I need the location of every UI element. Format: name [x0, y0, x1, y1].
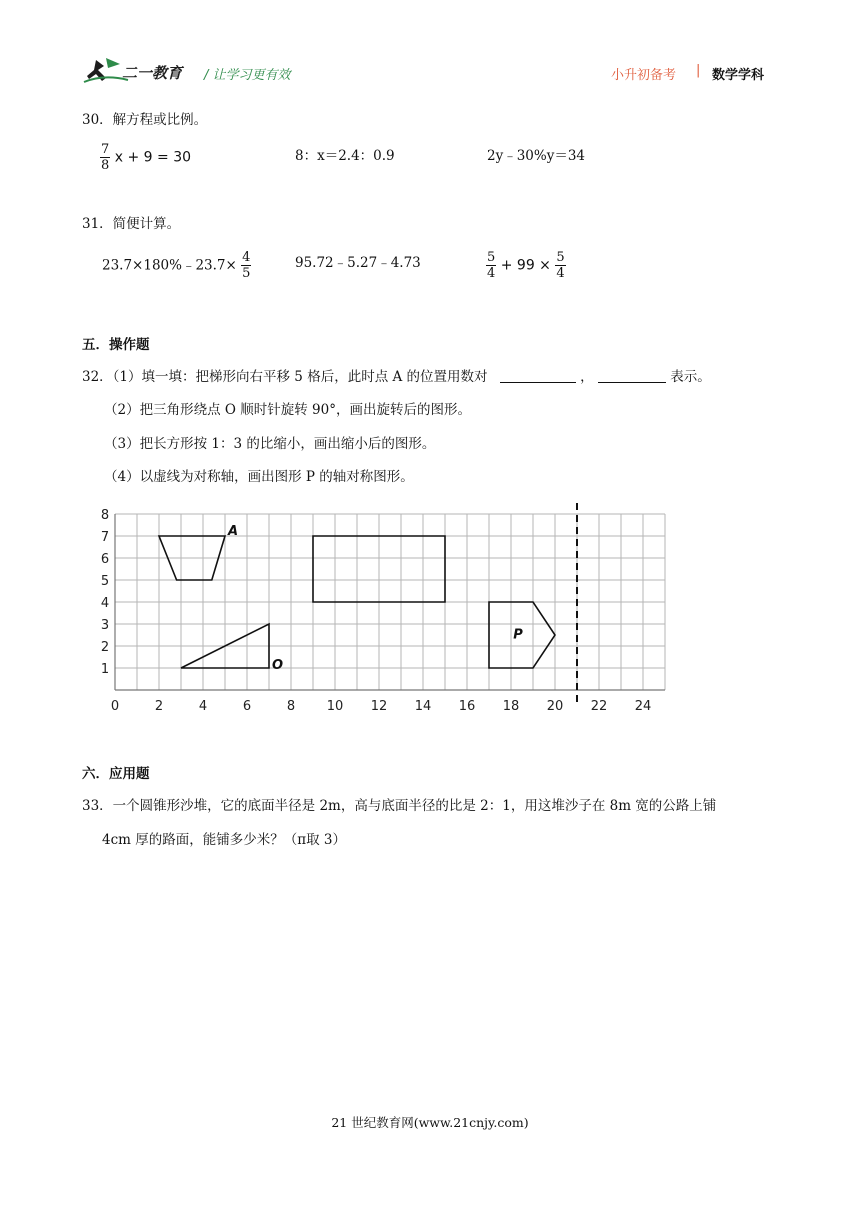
q30-eq1-rest: x + 9 = 30	[114, 149, 192, 166]
q32-part2: （2）把三角形绕点 O 顺时针旋转 90°，画出旋转后的图形。	[104, 402, 471, 418]
y-tick-label: 5	[100, 574, 110, 589]
answer-blank-2[interactable]	[598, 368, 666, 383]
header-divider: |	[696, 63, 701, 78]
q31-expr2: 95.72﹣5.27﹣4.73	[295, 255, 421, 271]
y-tick-label: 2	[100, 640, 110, 655]
answer-blank-1[interactable]	[500, 368, 576, 383]
y-tick-label: 3	[100, 618, 110, 633]
x-tick-label: 20	[546, 699, 564, 714]
q33-line1: 33．一个圆锥形沙堆，它的底面半径是 2m，高与底面半径的比是 2：1，用这堆沙子在 8m 宽的公路上铺	[82, 798, 717, 814]
q31-title: 31．简便计算。	[82, 216, 181, 232]
shape-p-label: P	[513, 627, 523, 643]
x-tick-label: 0	[110, 699, 120, 714]
q32-part3: （3）把长方形按 1：3 的比缩小，画出缩小后的图形。	[104, 436, 436, 452]
header	[82, 56, 782, 90]
q33-line2: 4cm 厚的路面，能铺多少米？（π取 3）	[102, 832, 346, 848]
coordinate-grid	[95, 500, 675, 720]
q31-expr3: $\frac{5}{4}$ + 99 × $\frac{5}{4}$	[487, 250, 565, 281]
x-tick-label: 10	[326, 699, 344, 714]
x-tick-label: 24	[634, 699, 652, 714]
x-tick-label: 12	[370, 699, 388, 714]
fraction: $\frac{5}{4}$	[487, 250, 496, 281]
q32-part1: 32．（1）填一填：把梯形向右平移 5 格后，此时点 A 的位置用数对 ， 表示。	[82, 369, 711, 385]
x-tick-label: 8	[286, 699, 296, 714]
y-tick-label: 8	[100, 508, 110, 523]
point-a-label: A	[228, 524, 239, 539]
q30-title: 30．解方程或比例。	[82, 112, 208, 128]
x-tick-label: 2	[154, 699, 164, 714]
header-category: 小升初备考	[611, 68, 677, 83]
brand-name: 二一教育	[122, 64, 183, 82]
x-axis-labels	[111, 699, 651, 714]
x-tick-label: 4	[198, 699, 208, 714]
y-tick-label: 6	[100, 552, 110, 567]
x-tick-label: 6	[242, 699, 252, 714]
x-tick-label: 16	[458, 699, 476, 714]
x-tick-label: 14	[414, 699, 432, 714]
x-tick-label: 18	[502, 699, 520, 714]
fraction: $\frac{5}{4}$	[556, 250, 565, 281]
brand-slogan: / 让学习更有效	[204, 68, 291, 83]
fraction: $\frac{4}{5}$	[242, 250, 251, 281]
q30-eq2: 8：x＝2.4：0.9	[295, 148, 395, 164]
q32-part4: （4）以虚线为对称轴，画出图形 P 的轴对称图形。	[104, 469, 414, 485]
y-axis-labels	[101, 508, 109, 677]
y-tick-label: 7	[100, 530, 110, 545]
page-footer: 21 世纪教育网(www.21cnjy.com)	[331, 1115, 529, 1130]
point-o-label: O	[272, 658, 284, 673]
y-tick-label: 4	[100, 596, 110, 611]
q30-eq3: 2y﹣30%y＝34	[487, 148, 586, 164]
header-subject: 数学学科	[712, 68, 765, 83]
q30-eq1	[100, 142, 191, 173]
section-title: 六．应用题	[82, 766, 150, 782]
x-tick-label: 22	[590, 699, 608, 714]
section-title: 五．操作题	[82, 337, 150, 353]
fraction: $\frac{7}{8}$	[101, 142, 110, 173]
q31-expr1: 23.7×180%﹣23.7× $\frac{4}{5}$	[102, 250, 251, 281]
shapes	[159, 503, 577, 705]
y-tick-label: 1	[100, 662, 110, 677]
